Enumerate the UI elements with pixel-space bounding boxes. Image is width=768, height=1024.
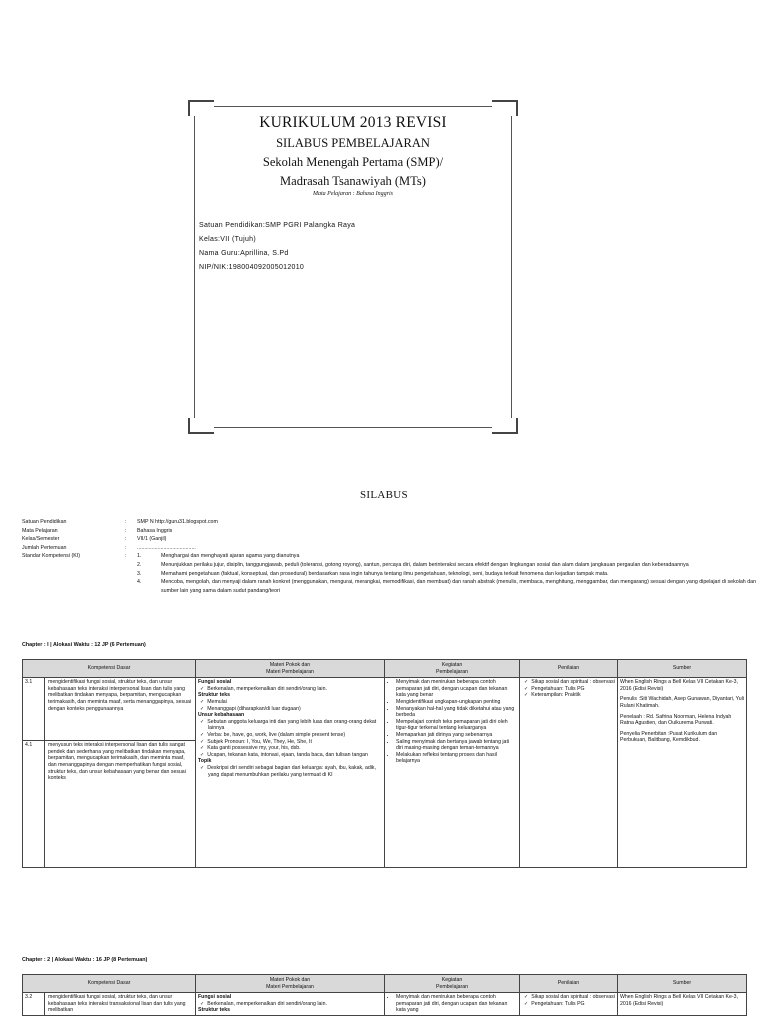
kd-number: 3.2	[23, 993, 45, 1015]
materi-heading: Fungsi sosial	[198, 679, 232, 686]
kegiatan-item: • Saling menyimak dan bertanya jawab tentang jati diri masing-masing dengan teman-temannya	[396, 739, 517, 752]
kegiatan-item: • Menyimak dan menirukan beberapa contoh pemaparan jati diri, dengan ucapan dan tekanan kata yang benar	[396, 679, 517, 699]
kd-cell	[23, 993, 196, 1016]
meta-label: Satuan Pendidikan	[22, 519, 67, 525]
chapter-label: Chapter : 2 | Alokasi Waktu : 16 JP (8 Pertemuan)	[22, 957, 148, 963]
sumber-item: When English Rings a Bell Kelas VII Cetakan Ke-3, 2016 (Edisi Revisi)	[620, 994, 738, 1007]
penilaian-item: ✓ Pengetahuan: Tulis PG	[522, 1001, 615, 1008]
corner-ornament	[188, 418, 214, 434]
materi-item: ✓ Berkenalan, memperkenalkan diri sendiri/orang lain.	[198, 686, 382, 693]
corner-ornament	[492, 418, 518, 434]
materi-heading: Topik	[198, 758, 212, 765]
ki-number: 4.	[137, 579, 142, 586]
meta-row: Jumlah Pertemuan : ........................................	[22, 544, 761, 553]
ki-text: Memahami pengetahuan (faktual, konseptual, dan prosedural) berdasarkan rasa ingin tahunya tentang ilmu pengetahuan, teknologi, seni, budaya terkait fenomena dan kejadian tampak mata.	[161, 570, 609, 577]
penilaian-cell	[520, 678, 618, 868]
penilaian-item: ✓ Keterampilan: Praktik	[522, 692, 615, 699]
document-title: SILABUS	[360, 489, 408, 501]
penilaian-item: ✓ Sikap sosial dan spiritual : observasi	[522, 679, 615, 686]
materi-item: ✓ Subjek Pronoun: I, You, We, They, He, She, It	[198, 739, 382, 746]
materi-item: ✓ Memulai	[198, 699, 382, 706]
header-sumber: Sumber	[618, 660, 747, 678]
cover-info-line: Satuan Pendidikan:SMP PGRI Palangka Raya	[199, 222, 356, 229]
sumber-item: Penyelia Penerbitan :Pusat Kurikulum dan Perbukuan, Balitbang, Kemdikbud.	[620, 730, 718, 744]
materi-cell	[196, 993, 385, 1016]
meta-label: Mata Pelajaran	[22, 527, 58, 534]
kegiatan-cell	[385, 993, 520, 1016]
ki-text: Menghargai dan menghayati ajaran agama yang dianutnya	[161, 553, 300, 560]
sumber-item: When English Rings a Bell Kelas VII Cetakan Ke-3, 2016 (Edisi Revisi)	[620, 679, 738, 692]
kegiatan-item: • Menyimak dan menirukan beberapa contoh pemaparan jati diri, dengan ucapan dan tekanan kata yang	[396, 994, 517, 1014]
materi-item: ✓ Kata ganti possessive my, your, his, dsb.	[198, 745, 382, 752]
header-kegiatan: Kegiatan Pembelajaran	[385, 975, 520, 993]
materi-item: ✓ Deskripsi diri sendiri sebagai bagian dari keluarga: ayah, ibu, kakak, adik, yang dapat menumbuhkan perilaku yang termuat di KI	[198, 765, 382, 778]
materi-item: ✓ Verba: be, have, go, work, live (dalam simple present tense)	[198, 732, 382, 739]
ki-row	[22, 578, 761, 595]
penilaian-cell	[520, 993, 618, 1016]
sumber-item: Penulis :Siti Wachidah, Asep Gunawan, Diyantari, Yuli Rulani Khatimah.	[620, 696, 744, 709]
table-header-row	[23, 660, 747, 678]
syllabus-table	[22, 659, 747, 868]
ki-text: Mencoba, mengolah, dan menyaji dalam ranah konkret (menggunakan, mengurai, merangkai, memodifikasi, dan membuat) dan ranah abstrak (menulis, membaca, menghitung, menggambar, dan mengarang) sesuai dengan yang dipelajari di sekolah dan sumber lain yang sama dalam sudut pandang/teori	[161, 579, 757, 594]
materi-heading: Fungsi sosial	[198, 994, 232, 1001]
kegiatan-item: • Melakukan refleksi tentang proses dan hasil belajarnya	[396, 752, 517, 765]
meta-value: VII/1 (Ganjil)	[137, 536, 167, 543]
kegiatan-list	[387, 679, 517, 765]
cover-info-line: Nama Guru:Aprillina, S.Pd	[199, 250, 289, 257]
ki-row	[22, 570, 761, 579]
cover-school	[188, 153, 518, 191]
meta-row: Kelas/Semester : VII/1 (Ganjil)	[22, 535, 761, 544]
kegiatan-list	[387, 994, 517, 1014]
materi-item: ✓ Ucapan, tekanan kata, intonasi, ejaan, tanda baca, dan tulisan tangan	[198, 752, 382, 759]
meta-value: SMP N http://guru31.blogspot.com	[137, 519, 218, 525]
sumber-item: Penelaah : Rd. Safrina Noorman, Helena Indyah Ratna Agustien, dan Ouikurema Purwati.	[620, 713, 732, 727]
header-sumber: Sumber	[618, 975, 747, 993]
ki-text: Menunjukkan perilaku jujur, disiplin, tanggungjawab, peduli (toleransi, gotong royong), santun, percaya diri, dalam berinteraksi secara efektif dengan lingkungan sosial dan alam dalam jangkauan pergaulan dan keberadaannya	[161, 561, 689, 568]
materi-item: ✓ Berkenalan, memperkenalkan diri sendiri/orang lain.	[198, 1001, 382, 1008]
materi-cell	[196, 678, 385, 868]
header-penilaian: Penilaian	[520, 660, 618, 678]
meta-row: Mata Pelajaran : Bahasa Inggris	[22, 527, 761, 536]
materi-heading: Unsur kebahasaan	[198, 712, 245, 719]
materi-heading: Struktur teks	[198, 692, 230, 699]
meta-row: Standar Kompetensi (KI) : 1. Menghargai dan menghayati ajaran agama yang dianutnya	[22, 552, 761, 561]
syllabus-table	[22, 974, 747, 1016]
ki-number: 1.	[137, 553, 142, 560]
chapter-label: Chapter : I | Alokasi Waktu : 12 JP (6 Pertemuan)	[22, 642, 146, 648]
header-kd: Kompetensi Dasar	[23, 975, 196, 993]
kegiatan-item: • Memaparkan jati dirinya yang sebenarnya	[396, 732, 517, 739]
kegiatan-item: • Menanyakan hal-hal yang tidak diketahui atau yang berbeda	[396, 706, 517, 719]
kegiatan-item: • Mempelajari contoh teks pemaparan jati diri oleh tigur-tigur terkenal tentang keluarganya	[396, 719, 517, 732]
table-row	[23, 678, 747, 868]
cover-info-line: NIP/NIK:198004092005012010	[199, 264, 305, 271]
ki-number: 3.	[137, 570, 142, 577]
kd-text: mengidentifikasi fungsi sosial, struktur teks, dan unsur kebahasaan teks interaksi interpersonal lisan dan tulis yang melibatkan tindakan menyapa, berpamitan, mengucapkan terimakasih, dan meminta maaf, serta menanggapinya, sesuai dengan konteks penggunaannya	[48, 679, 192, 712]
cover-title: KURIKULUM 2013 REVISI	[259, 114, 447, 131]
kd-text: mengidentifikasi fungsi sosial, struktur teks, dan unsur kebahasaan teks interaksi transaksional lisan dan tulis yang melibatkan	[48, 994, 186, 1014]
table-header-row	[23, 975, 747, 993]
cover-info-line: Kelas:VII (Tujuh)	[199, 236, 256, 243]
cover-subtitle: SILABUS PEMBELAJARAN	[276, 136, 430, 150]
header-kd: Kompetensi Dasar	[23, 660, 196, 678]
kd-item	[23, 741, 195, 867]
kd-number: 3.1	[23, 678, 45, 740]
identity-block	[22, 518, 761, 595]
meta-label: Jumlah Pertemuan	[22, 544, 67, 551]
materi-heading: Struktur teks	[198, 1007, 230, 1014]
cover-school-line: Sekolah Menengah Pertama (SMP)/	[262, 155, 444, 169]
kd-text: menyusun teks interaksi interpersonal lisan dan tulis sangat pendek dan sederhana yang melibatkan tindakan menyapa, berpamitan, mengucapkan terimakasih, dan meminta maaf, dan menanggapinya dengan memperhatikan fungsi sosial, struktur teks, dan unsur kebahasaan yang benar dan sesuai konteks	[48, 742, 186, 782]
ki-number: 2.	[137, 561, 142, 568]
penilaian-item: ✓ Sikap sosial dan spiritual : observasi	[522, 994, 615, 1001]
meta-value: Bahasa Inggris	[137, 527, 173, 534]
kd-number: 4.1	[23, 741, 45, 867]
header-penilaian: Penilaian	[520, 975, 618, 993]
kd-item	[23, 993, 195, 1015]
header-materi: Materi Pokok dan Materi Pembelajaran	[196, 660, 385, 678]
sumber-cell	[618, 993, 747, 1016]
header-materi: Materi Pokok dan Materi Pembelajaran	[196, 975, 385, 993]
meta-label: Kelas/Semester	[22, 536, 60, 543]
cover-info	[199, 219, 355, 275]
kd-cell	[23, 678, 196, 868]
penilaian-item: ✓ Pengetahuan: Tulis PG	[522, 686, 615, 693]
ki-row	[22, 561, 761, 570]
cover-subject: Mata Pelajaran : Bahasa Inggris	[313, 191, 393, 197]
cover-school-line: Madrasah Tsanawiyah (MTs)	[280, 174, 426, 188]
kegiatan-cell	[385, 678, 520, 868]
meta-value: ........................................	[137, 544, 196, 551]
kd-item	[23, 678, 195, 741]
table-row	[23, 993, 747, 1016]
cover-frame	[188, 100, 518, 434]
materi-item: ✓ Sebutan anggota keluarga inti dan yang lebih luas dan orang-orang dekat lainnya	[198, 719, 382, 732]
header-kegiatan: Kegiatan Pembelajaran	[385, 660, 520, 678]
meta-row: Satuan Pendidikan : SMP N http://guru31.blogspot.com	[22, 518, 761, 527]
materi-item: ✓ Menanggapi (diharapkan/di luar dugaan)	[198, 706, 382, 713]
kegiatan-item: • Mengidentifikasi ungkapan-ungkapan penting	[396, 699, 517, 706]
sumber-cell	[618, 678, 747, 868]
meta-label: Standar Kompetensi (KI)	[22, 553, 80, 560]
table-clip	[0, 974, 768, 1024]
